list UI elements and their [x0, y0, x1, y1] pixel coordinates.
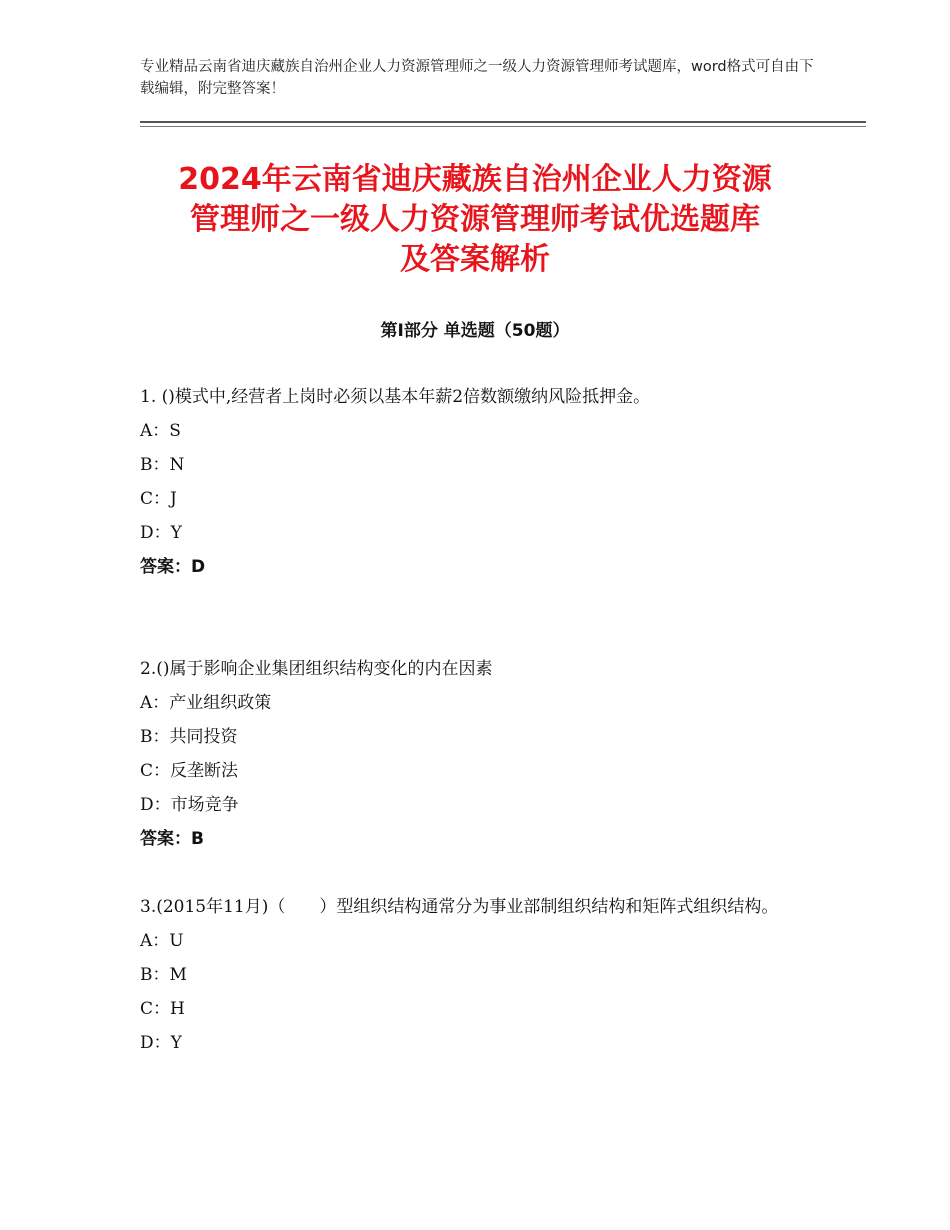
question-1 — [140, 380, 820, 584]
option-d: D：Y — [140, 1033, 182, 1053]
question-text: 1. ()模式中,经营者上岗时必须以基本年薪2倍数额缴纳风险抵押金。 — [140, 387, 651, 407]
title-line: 及答案解析 — [400, 242, 550, 277]
section-title: 第Ⅰ部分 单选题（50题） — [380, 321, 570, 341]
option-b: B：N — [140, 455, 185, 475]
header-rule-thick — [140, 121, 866, 123]
header-note: 专业精品云南省迪庆藏族自治州企业人力资源管理师之一级人力资源管理师考试题库，word格式可自由下载编辑，附完整答案！ — [140, 59, 814, 97]
option-b: B：M — [140, 965, 187, 985]
option-a: A：U — [140, 931, 184, 951]
option-a: A：S — [140, 421, 181, 441]
question-2 — [140, 652, 820, 856]
question-text: 3.(2015年11月)（ ）型组织结构通常分为事业部制组织结构和矩阵式组织结构。 — [140, 897, 779, 917]
question-text: 2.()属于影响企业集团组织结构变化的内在因素 — [140, 659, 493, 679]
answer: 答案：B — [140, 829, 204, 849]
option-c: C：反垄断法 — [140, 761, 239, 781]
option-d: D：Y — [140, 523, 182, 543]
option-c: C：J — [140, 489, 177, 509]
document-title — [100, 160, 850, 280]
answer: 答案：D — [140, 557, 206, 577]
title-line: 2024年云南省迪庆藏族自治州企业人力资源 — [178, 162, 772, 197]
question-3 — [140, 890, 820, 1060]
header-rule-thin — [140, 126, 866, 127]
option-c: C：H — [140, 999, 185, 1019]
option-b: B：共同投资 — [140, 727, 238, 747]
option-a: A：产业组织政策 — [140, 693, 272, 713]
option-d: D：市场竞争 — [140, 795, 239, 815]
title-line: 管理师之一级人力资源管理师考试优选题库 — [190, 202, 760, 237]
